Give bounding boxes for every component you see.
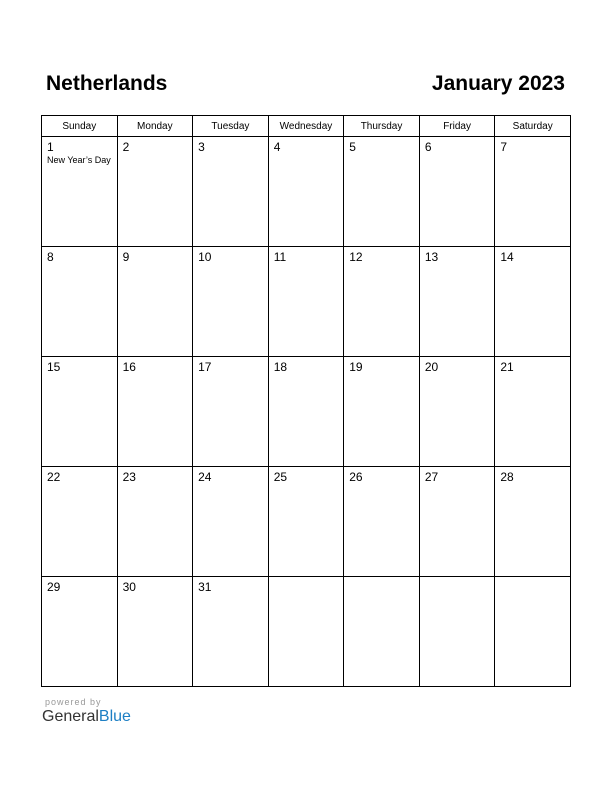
day-number: 27	[424, 470, 439, 484]
weekday-header: Thursday	[344, 116, 420, 137]
day-cell	[268, 467, 344, 577]
day-cell	[419, 247, 495, 357]
day-number: 19	[349, 360, 363, 374]
weekday-header-row	[42, 116, 571, 137]
empty-day-cell	[495, 577, 571, 687]
empty-day-cell	[344, 577, 420, 687]
weekday-header: Monday	[117, 116, 193, 137]
day-number: 5	[349, 140, 356, 154]
day-number: 8	[47, 250, 54, 264]
week-row	[42, 577, 571, 687]
holiday-label: New Year’s Day	[47, 155, 111, 165]
day-number: 1	[47, 140, 54, 154]
day-cell	[193, 577, 269, 687]
day-cell	[193, 137, 269, 247]
day-number: 26	[349, 470, 363, 484]
day-cell	[42, 577, 118, 687]
day-number: 21	[500, 360, 514, 374]
day-number: 29	[47, 580, 61, 594]
day-number: 31	[198, 580, 212, 594]
day-cell	[344, 247, 420, 357]
weekday-header: Friday	[419, 116, 495, 137]
day-number: 9	[122, 250, 130, 264]
weekday-header: Saturday	[495, 116, 571, 137]
day-cell	[117, 357, 193, 467]
day-cell	[344, 467, 420, 577]
day-number: 22	[47, 470, 61, 484]
day-cell	[193, 247, 269, 357]
day-cell	[193, 467, 269, 577]
day-number: 7	[500, 140, 508, 154]
day-cell	[117, 137, 193, 247]
day-cell	[42, 357, 118, 467]
day-cell	[495, 467, 571, 577]
day-number: 28	[500, 470, 514, 484]
day-number: 18	[273, 360, 288, 374]
weekday-header: Sunday	[42, 116, 118, 137]
day-number: 3	[198, 140, 205, 154]
day-cell	[344, 357, 420, 467]
day-number: 17	[198, 360, 212, 374]
day-number: 25	[273, 470, 288, 484]
day-number: 16	[122, 360, 136, 374]
country-title: Netherlands	[46, 72, 168, 95]
day-number: 4	[273, 140, 281, 154]
week-row	[42, 467, 571, 577]
powered-by-text: powered by	[45, 697, 102, 707]
day-cell	[117, 577, 193, 687]
empty-day-cell	[419, 577, 495, 687]
day-number: 14	[500, 250, 514, 264]
brand-blue-text: Blue	[98, 708, 131, 725]
day-number: 11	[273, 250, 287, 264]
day-number: 15	[47, 360, 61, 374]
day-cell	[495, 137, 571, 247]
day-cell	[42, 247, 118, 357]
day-number: 24	[198, 470, 212, 484]
day-number: 12	[349, 250, 363, 264]
weekday-header: Tuesday	[193, 116, 269, 137]
week-row	[42, 137, 571, 247]
day-cell	[495, 357, 571, 467]
day-number: 30	[122, 580, 136, 594]
day-cell	[268, 137, 344, 247]
day-cell	[495, 247, 571, 357]
day-number: 23	[122, 470, 136, 484]
day-number: 6	[424, 140, 432, 154]
day-cell	[419, 467, 495, 577]
day-number: 20	[424, 360, 439, 374]
brand-general-text: General	[42, 708, 99, 725]
calendar-grid	[41, 115, 571, 687]
day-cell	[42, 467, 118, 577]
day-number: 10	[198, 250, 212, 264]
day-cell	[268, 357, 344, 467]
day-number: 13	[424, 250, 439, 264]
empty-day-cell	[268, 577, 344, 687]
generalblue-logo[interactable]	[42, 708, 131, 726]
day-cell	[193, 357, 269, 467]
day-cell	[117, 247, 193, 357]
weekday-header: Wednesday	[268, 116, 344, 137]
day-cell	[344, 137, 420, 247]
day-cell	[117, 467, 193, 577]
week-row	[42, 247, 571, 357]
day-number: 2	[122, 140, 130, 154]
week-row	[42, 357, 571, 467]
month-year-title: January 2023	[431, 72, 565, 95]
day-cell	[42, 137, 118, 247]
day-cell	[419, 357, 495, 467]
day-cell	[268, 247, 344, 357]
day-cell	[419, 137, 495, 247]
